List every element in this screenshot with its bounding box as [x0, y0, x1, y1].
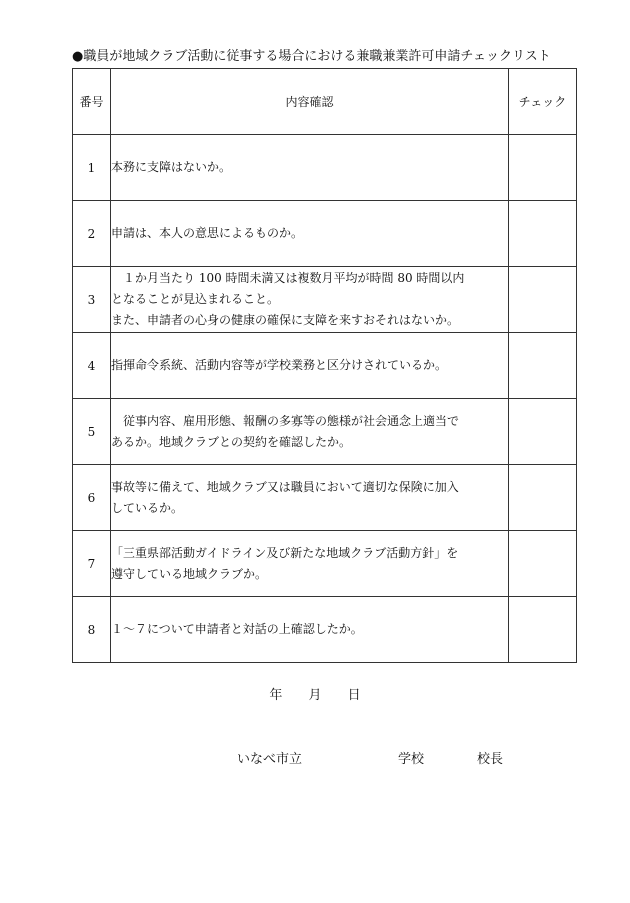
table-header-row [73, 69, 577, 135]
date-year-label: 年 [269, 688, 283, 703]
row-content [111, 399, 509, 465]
row-check-cell[interactable] [509, 399, 577, 465]
row-content-line: １～７について申請者と対話の上確認したか。 [111, 622, 363, 636]
row-content-line: 事故等に備えて、地域クラブ又は職員において適切な保険に加入 [111, 479, 459, 494]
row-check-cell[interactable] [509, 465, 577, 531]
row-check-cell[interactable] [509, 333, 577, 399]
row-number: 5 [73, 399, 111, 465]
row-number: 4 [73, 333, 111, 399]
row-content-line: また、申請者の心身の健康の確保に支障を来すおそれはないか。 [111, 313, 460, 327]
header-content: 内容確認 [111, 69, 509, 135]
row-content [111, 135, 509, 201]
table-row [73, 333, 577, 399]
row-content-line: しているか。 [111, 500, 184, 515]
row-content-line: １か月当たり 100 時間未満又は複数月平均が時間 80 時間以内 [111, 271, 465, 285]
row-number: 3 [73, 267, 111, 333]
header-check: チェック [509, 69, 577, 135]
row-content-line: 遵守している地域クラブか。 [111, 566, 268, 581]
date-line [0, 684, 630, 703]
date-day-label: 日 [347, 688, 361, 703]
checklist-table [72, 68, 577, 663]
row-number: 1 [73, 135, 111, 201]
signature-principal: 校長 [477, 752, 504, 767]
row-number: 6 [73, 465, 111, 531]
signature-city: いなべ市立 [237, 752, 303, 767]
table-row [73, 201, 577, 267]
date-month-label: 月 [308, 688, 322, 703]
row-check-cell[interactable] [509, 201, 577, 267]
table-row [73, 597, 577, 663]
table-row [73, 267, 577, 333]
row-number: 2 [73, 201, 111, 267]
table-row [73, 399, 577, 465]
row-number: 7 [73, 531, 111, 597]
row-content [111, 333, 509, 399]
row-check-cell[interactable] [509, 135, 577, 201]
row-content [111, 201, 509, 267]
table-row [73, 465, 577, 531]
row-content-line: 指揮命令系統、活動内容等が学校業務と区分けされているか。 [111, 358, 448, 372]
row-check-cell[interactable] [509, 597, 577, 663]
checklist-title: ●職員が地域クラブ活動に従事する場合における兼職兼業許可申請チェックリスト [72, 49, 551, 64]
table-row [73, 531, 577, 597]
header-number: 番号 [73, 69, 111, 135]
row-content-line: となることが見込まれること。 [111, 292, 280, 306]
table-row [73, 135, 577, 201]
row-content-line: 申請は、本人の意思によるものか。 [111, 226, 304, 240]
row-content [111, 267, 509, 333]
row-content-line: 「三重県部活動ガイドライン及び新たな地域クラブ活動方針」を [111, 545, 459, 560]
signature-school: 学校 [398, 752, 425, 767]
row-number: 8 [73, 597, 111, 663]
row-content-line: あるか。地域クラブとの契約を確認したか。 [111, 434, 352, 449]
row-check-cell[interactable] [509, 531, 577, 597]
row-content-line: 従事内容、雇用形態、報酬の多寡等の態様が社会通念上適当で [111, 413, 460, 428]
row-check-cell[interactable] [509, 267, 577, 333]
row-content [111, 465, 509, 531]
row-content [111, 531, 509, 597]
row-content-line: 本務に支障はないか。 [111, 160, 232, 174]
row-content [111, 597, 509, 663]
